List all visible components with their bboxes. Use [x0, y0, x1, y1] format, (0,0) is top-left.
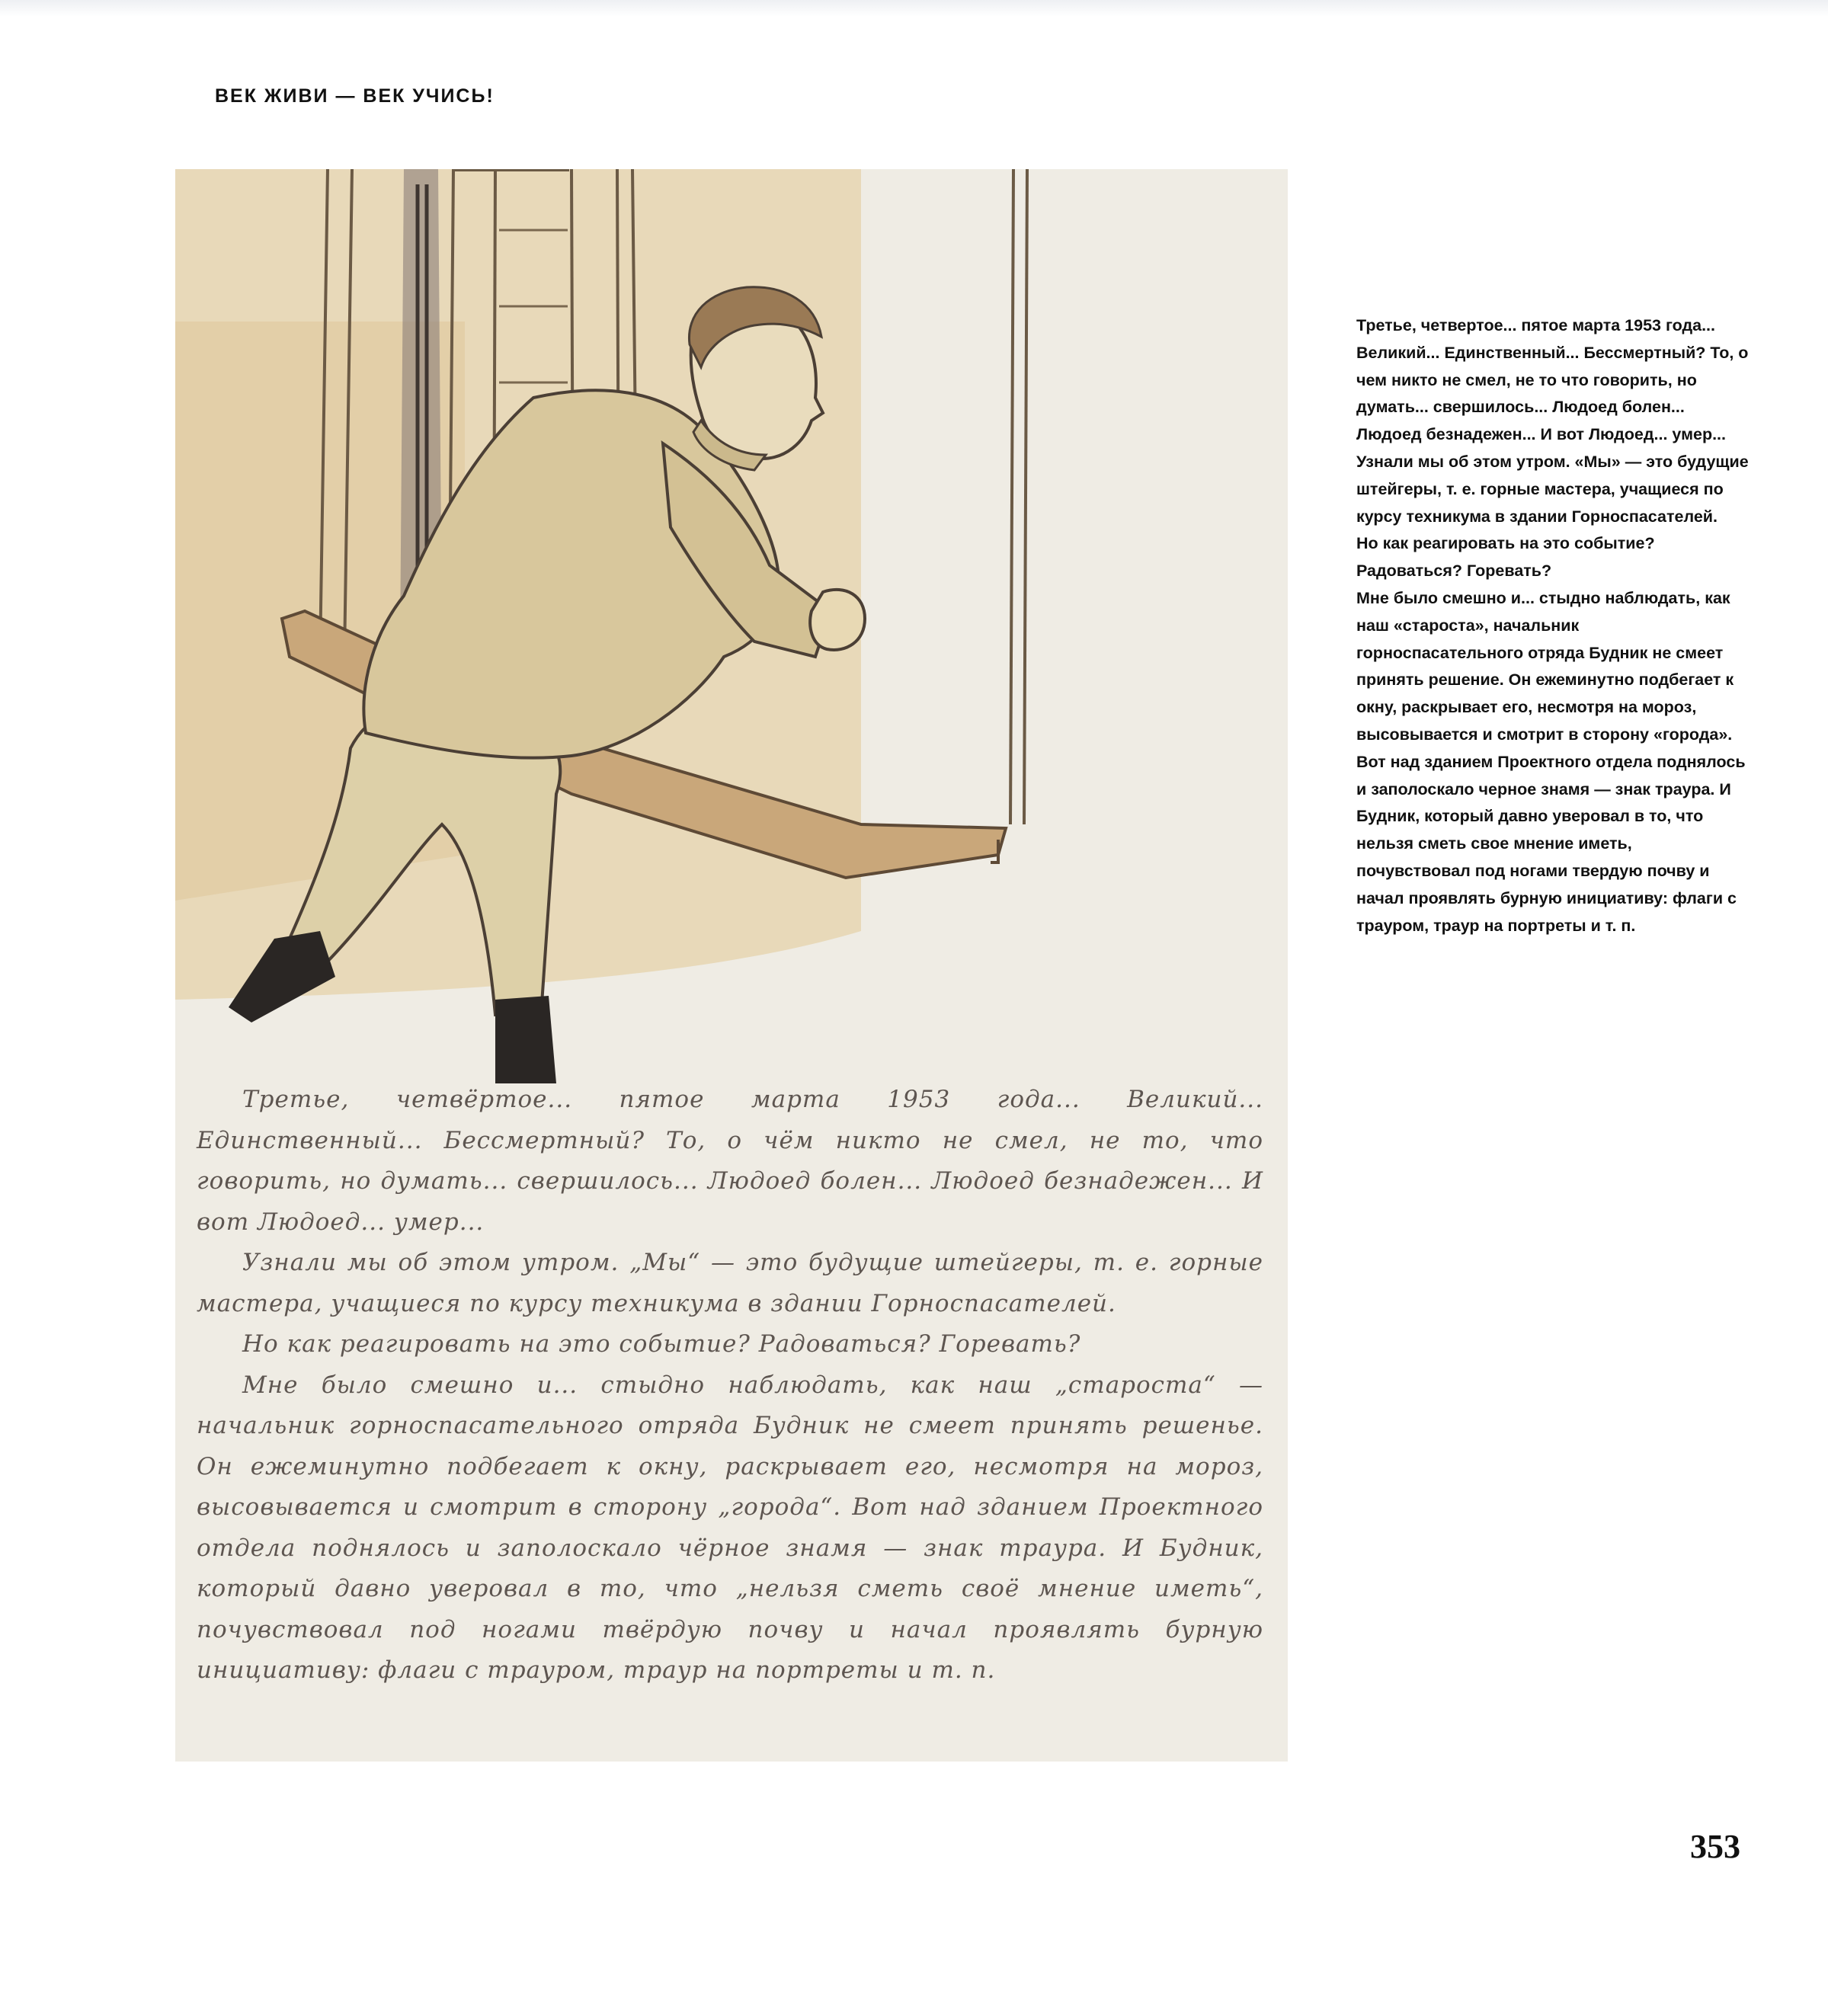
- handwritten-paragraph: Третье, четвёртое... пятое марта 1953 года... Великий... Единственный... Бессмертный? То, о чём никто не смел, не то, что говорить, но думать... свершилось... Людоед болен... Людоед безнадежен... И вот Людоед... умер...: [197, 1086, 1263, 1236]
- sidebar-paragraph: Мне было смешно и... стыдно наблюдать, как наш «староста», начальник горноспасательного отряда Будник не смеет принять решение. Он ежеминутно подбегает к окну, раскрывает его, несмотря на мороз, высовывается и смотрит в сторону «города». Вот над зданием Проектного отдела поднялось и заполоскало черное знамя — знак траура. И Будник, который давно уверовал в то, что нельзя сметь свое мнение иметь, почувствовал под ногами твердую почву и начал проявлять бурную инициативу: флаги с трауром, траур на портреты и т. п.: [1356, 588, 1746, 935]
- sidebar-paragraph: Но как реагировать на это событие? Радоваться? Горевать?: [1356, 534, 1655, 581]
- handwritten-paragraph: Узнали мы об этом утром. „Мы“ — это будущие штейгеры, т. е. горные мастера, учащиеся по курсу техникума в здании Горноспасателей.: [197, 1249, 1263, 1317]
- drawing-man-at-window: [175, 169, 1288, 1091]
- handwritten-text: [197, 1080, 1263, 1691]
- sidebar-paragraph: Третье, четвертое... пятое марта 1953 года... Великий... Единственный... Бессмертный? То, о чем никто не смел, не то что говорить, но думать... свершилось... Людоед болен... Людоед безнадежен... И вот Людоед... умер... Узнали мы об этом утром. «Мы» — это будущие штейгеры, т. е. горные мастера, учащиеся по курсу техникума в здании Горноспасателей.: [1356, 316, 1749, 526]
- illustration-plate: [175, 169, 1288, 1762]
- handwritten-paragraph: Мне было смешно и... стыдно наблюдать, как наш „староста“ — начальник горноспасательного отряда Будник не смеет принять решенье. Он ежеминутно подбегает к окну, раскрывает его, несмотря на мороз, высовывается и смотрит в сторону „города“. Вот над зданием Проектного отдела поднялось и заполоскало чёрное знамя — знак траура. И Будник, который давно уверовал в то, что „нельзя сметь своё мнение иметь“, почувствовал под ногами твёрдую почву и начал проявлять бурную инициативу: флаги с трауром, траур на портреты и т. п.: [197, 1371, 1263, 1684]
- handwritten-paragraph: Но как реагировать на это событие? Радоваться? Горевать?: [242, 1330, 1081, 1358]
- right-boot: [495, 996, 556, 1083]
- page-number: 353: [1690, 1828, 1740, 1865]
- typeset-transcription: [1356, 312, 1749, 939]
- fist: [810, 590, 865, 650]
- running-head: ВЕК ЖИВИ — ВЕК УЧИСЬ!: [215, 85, 495, 107]
- top-edge-strip: [0, 0, 1828, 17]
